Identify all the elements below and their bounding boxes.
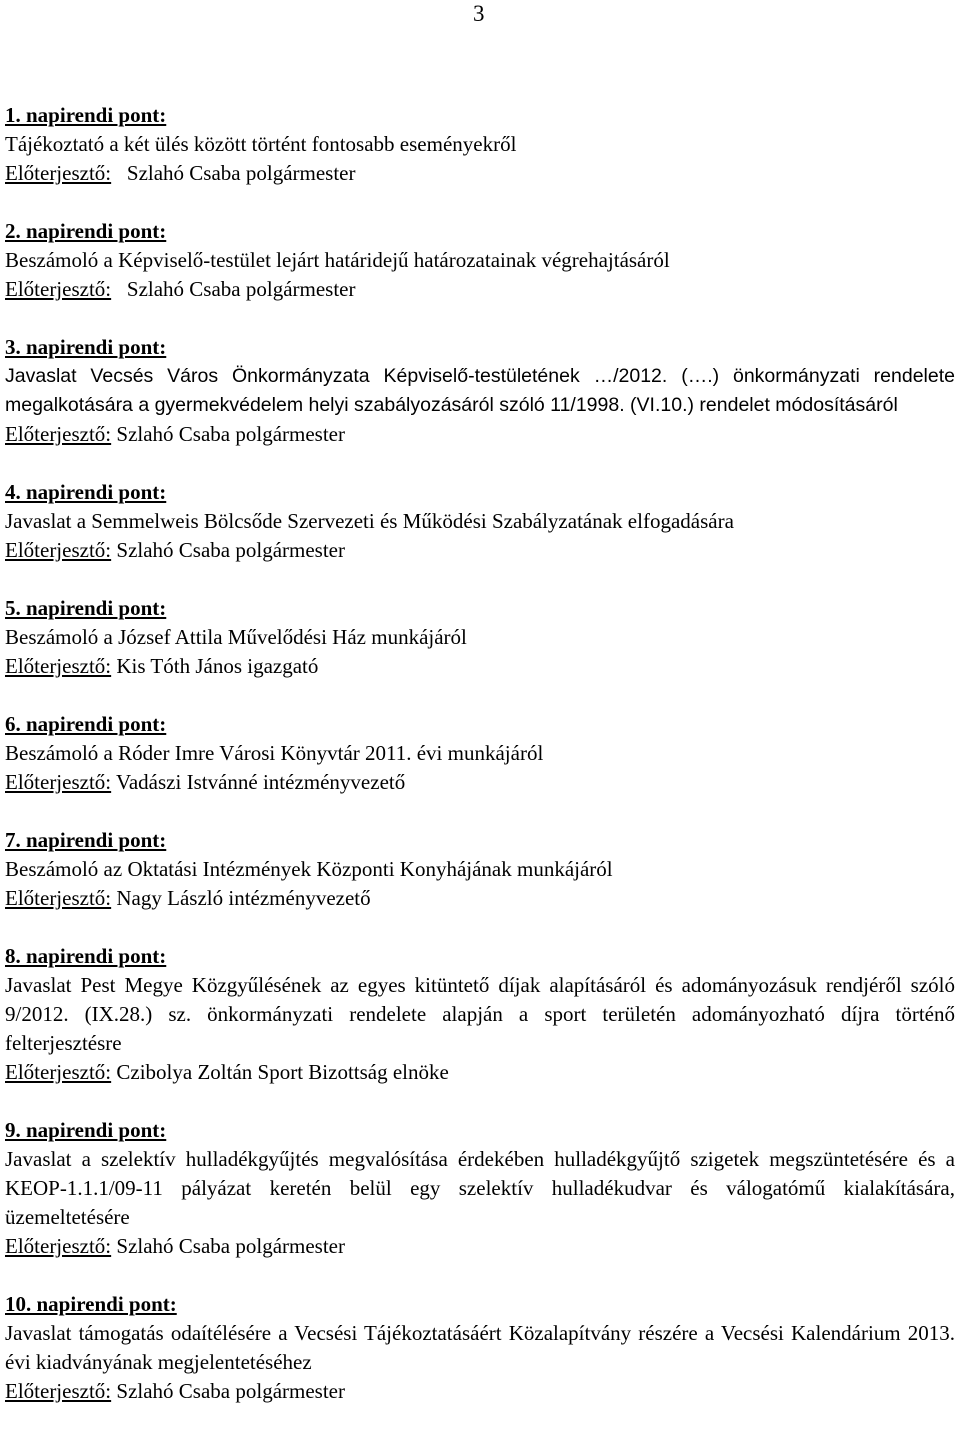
presenter-label: Előterjesztő: [5, 1060, 112, 1084]
agenda-item-heading: 8. napirendi pont: [5, 944, 167, 968]
agenda-item-presenter [5, 1232, 955, 1261]
agenda-item-title: Javaslat támogatás odaítélésére a Vecsési Tájékoztatásáért Közalapítvány részére a Vecsési Kalendárium 2013. évi kiadványának megjelentetéséhez [5, 1321, 955, 1374]
agenda-item-presenter [5, 652, 955, 681]
agenda-item-presenter [5, 884, 955, 913]
presenter-name: Kis Tóth János igazgató [116, 654, 319, 678]
agenda-item-2 [5, 217, 955, 304]
presenter-label: Előterjesztő: [5, 1379, 112, 1403]
agenda-item-heading: 7. napirendi pont: [5, 828, 167, 852]
presenter-label: Előterjesztő: [5, 277, 112, 301]
agenda-item-4 [5, 478, 955, 565]
agenda-item-heading: 4. napirendi pont: [5, 480, 167, 504]
agenda-item-heading: 9. napirendi pont: [5, 1118, 167, 1142]
presenter-label: Előterjesztő: [5, 886, 112, 910]
agenda-item-presenter [5, 275, 955, 304]
agenda-item-8 [5, 942, 955, 1087]
agenda-item-presenter [5, 420, 955, 449]
agenda-item-title: Javaslat a Semmelweis Bölcsőde Szervezeti és Működési Szabályzatának elfogadására [5, 509, 734, 533]
agenda-item-title: Beszámoló a Képviselő-testület lejárt határidejű határozatainak végrehajtásáról [5, 248, 670, 272]
presenter-label: Előterjesztő: [5, 538, 112, 562]
agenda-item-title: Javaslat Vecsés Város Önkormányzata Képviselő-testületének …/2012. (….) önkormányzati rendelete megalkotására a gyermekvédelem helyi szabályozásáról szóló 11/1998. (VI.10.) rendelet módosításáról [5, 365, 955, 416]
agenda-item-title: Javaslat Pest Megye Közgyűlésének az egyes kitüntető díjak alapításáról és adományozásuk rendjéről szóló 9/2012. (IX.28.) sz. önkormányzati rendelete alapján a sport területén adományozható díjra történő felterjesztésre [5, 973, 955, 1055]
presenter-name: Szlahó Csaba polgármester [116, 538, 345, 562]
agenda-item-presenter [5, 159, 955, 188]
agenda-item-5 [5, 594, 955, 681]
agenda-item-title: Javaslat a szelektív hulladékgyűjtés megvalósítása érdekében hulladékgyűjtő szigetek megszüntetésére és a KEOP-1.1.1/09-11 pályázat keretén belül egy szelektív hulladékudvar és válogatómű kialakítására, üzemeltetésére [5, 1147, 955, 1229]
agenda-item-1 [5, 101, 955, 188]
agenda-item-9 [5, 1116, 955, 1261]
presenter-label: Előterjesztő: [5, 422, 112, 446]
agenda-item-title: Tájékoztató a két ülés között történt fontosabb eseményekről [5, 132, 517, 156]
agenda-item-title: Beszámoló az Oktatási Intézmények Központi Konyhájának munkájáról [5, 857, 613, 881]
agenda-list [5, 101, 955, 1435]
agenda-item-7 [5, 826, 955, 913]
presenter-name: Czibolya Zoltán Sport Bizottság elnöke [116, 1060, 449, 1084]
presenter-label: Előterjesztő: [5, 770, 112, 794]
agenda-item-presenter [5, 768, 955, 797]
agenda-item-title: Beszámoló a József Attila Művelődési Ház munkájáról [5, 625, 467, 649]
agenda-item-presenter [5, 1058, 955, 1087]
presenter-label: Előterjesztő: [5, 161, 112, 185]
agenda-item-heading: 10. napirendi pont: [5, 1292, 177, 1316]
presenter-name: Vadászi Istvánné intézményvezető [116, 770, 406, 794]
presenter-name: Nagy László intézményvezető [116, 886, 371, 910]
agenda-item-heading: 6. napirendi pont: [5, 712, 167, 736]
presenter-label: Előterjesztő: [5, 654, 112, 678]
presenter-name: Szlahó Csaba polgármester [116, 422, 345, 446]
agenda-item-10 [5, 1290, 955, 1406]
presenter-name: Szlahó Csaba polgármester [126, 161, 356, 185]
agenda-item-heading: 1. napirendi pont: [5, 103, 167, 127]
agenda-item-6 [5, 710, 955, 797]
agenda-item-presenter [5, 536, 955, 565]
agenda-item-title: Beszámoló a Róder Imre Városi Könyvtár 2011. évi munkájáról [5, 741, 544, 765]
agenda-item-3 [5, 333, 955, 449]
presenter-name: Szlahó Csaba polgármester [116, 1234, 345, 1258]
agenda-item-presenter [5, 1377, 955, 1406]
agenda-item-heading: 2. napirendi pont: [5, 219, 167, 243]
presenter-name: Szlahó Csaba polgármester [126, 277, 356, 301]
agenda-item-heading: 3. napirendi pont: [5, 335, 167, 359]
presenter-label: Előterjesztő: [5, 1234, 112, 1258]
presenter-name: Szlahó Csaba polgármester [116, 1379, 345, 1403]
agenda-item-heading: 5. napirendi pont: [5, 596, 167, 620]
page-number: 3 [473, 1, 485, 26]
